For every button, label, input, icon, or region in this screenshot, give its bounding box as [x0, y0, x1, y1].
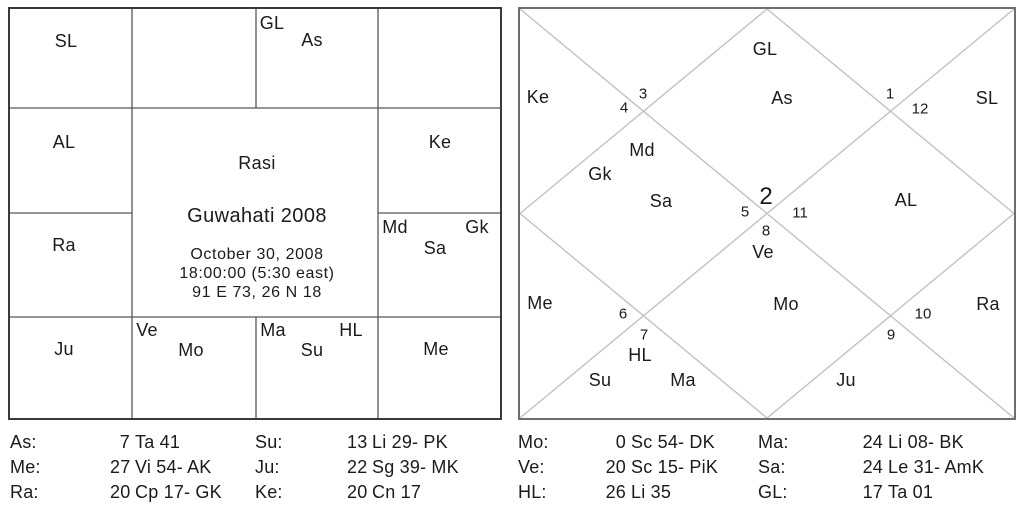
planet-label-hl: HL — [339, 320, 363, 340]
birth-coordinates: 91 E 73, 26 N 18 — [192, 284, 322, 301]
planet-label-mo: Mo — [773, 294, 799, 314]
table-row — [10, 455, 510, 480]
rasi-chart-south-indian[interactable] — [8, 7, 502, 420]
planet-label-ra: Ra — [976, 294, 1000, 314]
house-number-4: 4 — [619, 99, 629, 117]
pos-degree: 13 — [347, 432, 368, 452]
planet-label-al: AL — [52, 132, 76, 152]
pos-value: Li 08- BK — [888, 432, 964, 452]
planet-label-sa: Sa — [423, 238, 447, 258]
pos-label: Su: — [255, 432, 283, 452]
pos-label: Mo: — [518, 432, 549, 452]
planet-label-as: As — [771, 88, 793, 108]
pos-degree: 22 — [347, 457, 368, 477]
table-row — [10, 480, 510, 505]
table-row — [518, 430, 1020, 455]
planet-label-ma: Ma — [670, 370, 696, 390]
planet-label-gk: Gk — [465, 217, 489, 237]
planet-label-me: Me — [527, 293, 553, 313]
house-number-10: 10 — [914, 305, 932, 323]
house-number-11: 11 — [792, 204, 808, 222]
planet-label-mo: Mo — [178, 340, 204, 360]
pos-degree: 7 — [119, 432, 130, 452]
planet-label-sa: Sa — [649, 191, 673, 211]
pos-label: Ke: — [255, 482, 283, 502]
house-number-12: 12 — [911, 100, 929, 118]
planet-label-ke: Ke — [526, 87, 550, 107]
birth-time: 18:00:00 (5:30 east) — [179, 265, 335, 282]
planet-label-gl: GL — [259, 13, 285, 33]
pos-label: Ma: — [758, 432, 789, 452]
pos-value: Sg 39- MK — [372, 457, 459, 477]
planet-label-ma: Ma — [260, 320, 286, 340]
pos-value: Li 29- PK — [372, 432, 448, 452]
chart-center-info — [128, 153, 386, 302]
house-number-9: 9 — [886, 326, 896, 344]
planet-label-su: Su — [588, 370, 612, 390]
planet-label-ju: Ju — [54, 339, 74, 359]
planet-label-ke: Ke — [428, 132, 452, 152]
planet-label-al: AL — [894, 190, 918, 210]
pos-value: Le 31- AmK — [888, 457, 985, 477]
planet-label-md: Md — [629, 140, 655, 160]
planet-label-ju: Ju — [836, 370, 856, 390]
north-chart-diagonal-lines — [520, 9, 1014, 418]
pos-degree: 20 — [347, 482, 368, 502]
pos-label: Sa: — [758, 457, 786, 477]
planet-label-hl: HL — [628, 345, 652, 365]
pos-degree: 27 — [110, 457, 131, 477]
pos-degree: 0 — [615, 432, 626, 452]
pos-degree: 24 — [862, 432, 883, 452]
table-row — [10, 430, 510, 455]
pos-value: Ta 01 — [888, 482, 934, 502]
pos-value: Vi 54- AK — [135, 457, 212, 477]
pos-label: GL: — [758, 482, 788, 502]
planet-label-gk: Gk — [588, 164, 612, 184]
rasi-chart-north-indian[interactable] — [518, 7, 1016, 420]
pos-degree: 24 — [862, 457, 883, 477]
pos-label: Ve: — [518, 457, 545, 477]
planet-label-su: Su — [300, 340, 324, 360]
planet-label-me: Me — [423, 339, 449, 359]
pos-label: Ju: — [255, 457, 280, 477]
house-number-5: 5 — [740, 203, 750, 221]
house-number-7: 7 — [639, 326, 649, 344]
chart-place-year: Guwahati 2008 — [187, 205, 327, 227]
pos-degree: 26 — [605, 482, 626, 502]
house-number-2: 2 — [759, 183, 773, 210]
pos-value: Sc 54- DK — [631, 432, 715, 452]
planet-label-md: Md — [382, 217, 408, 237]
planet-label-sl: SL — [975, 88, 999, 108]
pos-degree: 17 — [862, 482, 883, 502]
planet-label-gl: GL — [752, 39, 778, 59]
house-number-1: 1 — [885, 85, 895, 103]
planet-label-sl: SL — [54, 31, 78, 51]
planet-label-ve: Ve — [752, 242, 774, 262]
planet-label-ra: Ra — [52, 235, 76, 255]
table-row — [518, 480, 1020, 505]
planet-label-ve: Ve — [136, 320, 158, 340]
pos-degree: 20 — [605, 457, 626, 477]
pos-label: As: — [10, 432, 37, 452]
pos-value: Cp 17- GK — [135, 482, 222, 502]
pos-value: Sc 15- PiK — [631, 457, 719, 477]
chart-name: Rasi — [238, 153, 276, 173]
positions-table-right — [518, 430, 1020, 505]
pos-degree: 20 — [110, 482, 131, 502]
pos-label: HL: — [518, 482, 547, 502]
house-number-6: 6 — [618, 305, 628, 323]
pos-value: Ta 41 — [135, 432, 181, 452]
pos-value: Li 35 — [631, 482, 672, 502]
birth-details — [128, 245, 386, 302]
birth-date: October 30, 2008 — [190, 246, 324, 263]
planet-label-as: As — [301, 30, 323, 50]
pos-label: Ra: — [10, 482, 39, 502]
table-row — [518, 455, 1020, 480]
house-number-8: 8 — [761, 222, 771, 240]
house-number-3: 3 — [638, 85, 648, 103]
pos-value: Cn 17 — [372, 482, 422, 502]
pos-label: Me: — [10, 457, 41, 477]
positions-table-left — [10, 430, 510, 505]
